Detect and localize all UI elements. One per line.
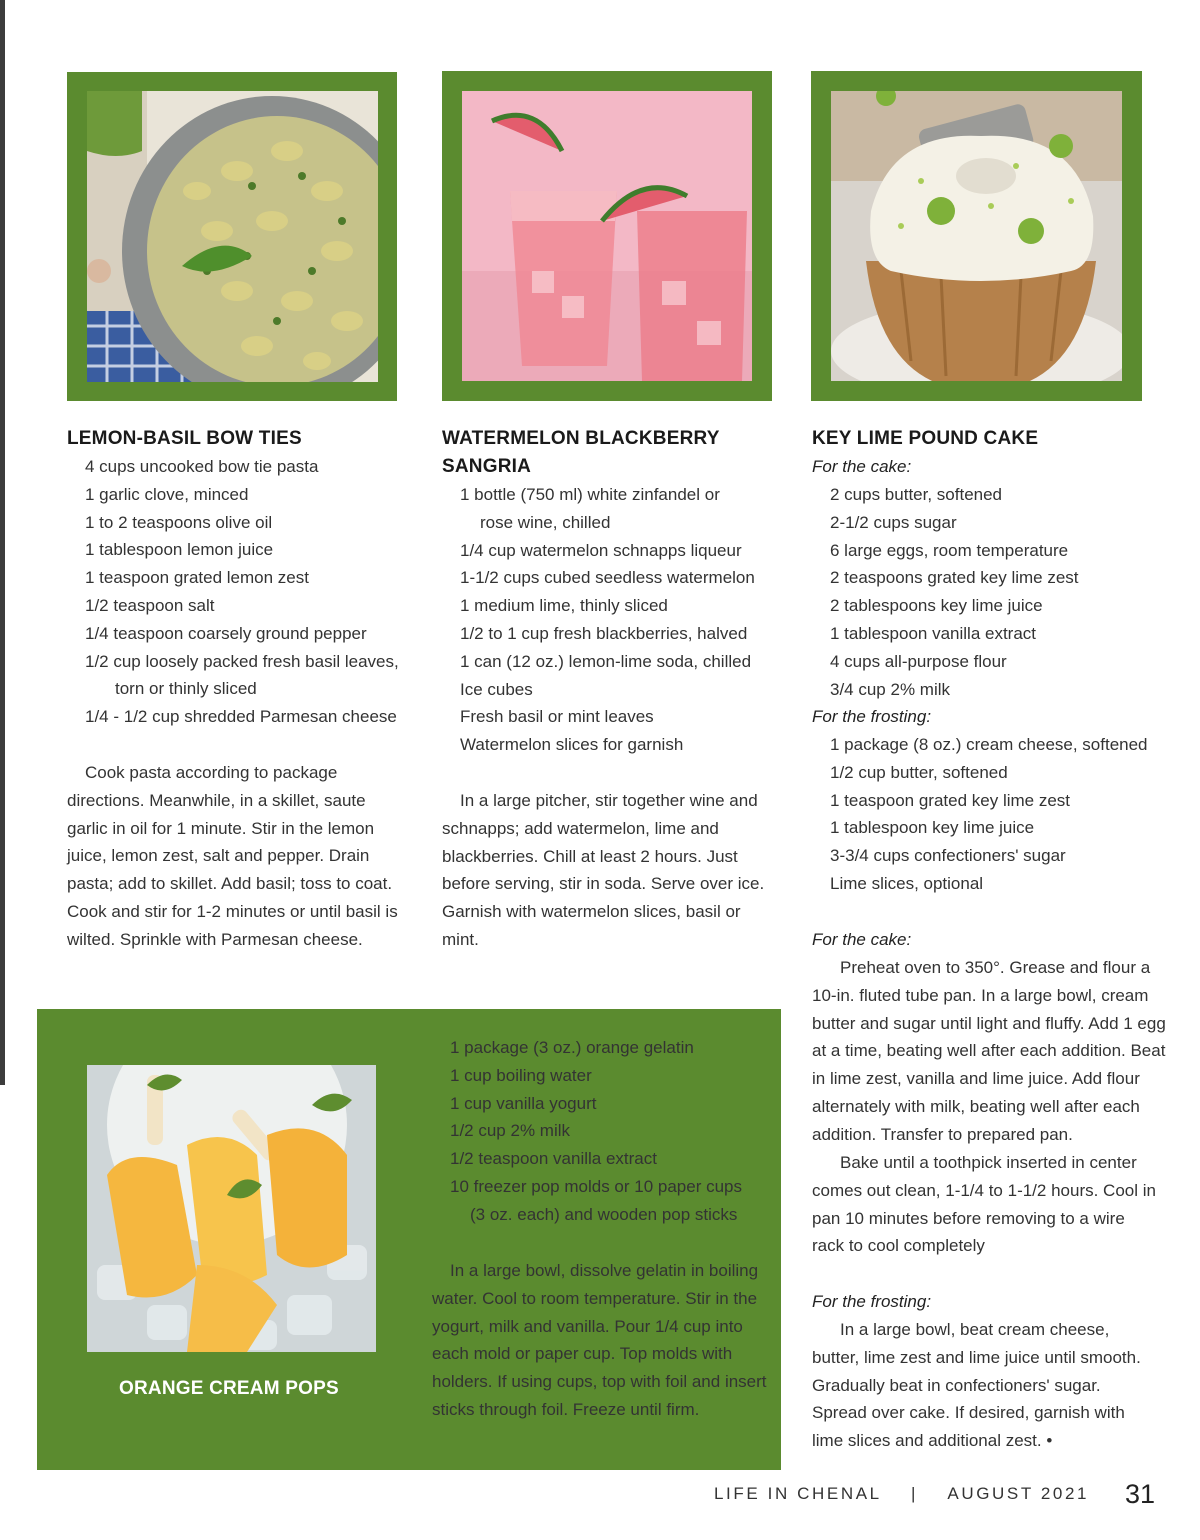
ingredient: 1 teaspoon grated lemon zest <box>85 568 309 588</box>
cake-directions-heading: For the cake: <box>812 930 912 949</box>
lemon-basil-directions: Cook pasta according to package directions. Meanwhile, in a skillet, saute garlic in oil for 1 minute. Stir in the lemon juice, lemon zest, salt and pepper. Drain pasta; add to skillet. Add basil; toss to coat. Cook and stir for 1-2 minutes or until basil is wilted. Sprinkle with Parmesan cheese. <box>67 763 398 949</box>
publication-name: LIFE IN CHENAL <box>714 1484 882 1503</box>
ingredient: Ice cubes <box>460 679 533 699</box>
page-footer <box>714 1484 1089 1510</box>
ingredient: 1 tablespoon key lime juice <box>830 818 1035 838</box>
ingredient: 1-1/2 cups cubed seedless watermelon <box>460 568 755 588</box>
lemon-basil-ingredients <box>85 453 399 731</box>
ingredient: 4 cups all-purpose flour <box>830 651 1007 671</box>
ingredient: 1/2 cup loosely packed fresh basil leaves, <box>85 651 399 671</box>
orange-pops-title: ORANGE CREAM POPS <box>119 1378 339 1399</box>
sangria-photo <box>462 91 752 381</box>
key-lime-title: KEY LIME POUND CAKE <box>812 428 1039 449</box>
ingredient: 1/2 to 1 cup fresh blackberries, halved <box>460 623 748 643</box>
cake-ingredients-heading: For the cake: <box>812 457 912 476</box>
frosting-directions-heading: For the frosting: <box>812 1292 932 1311</box>
ingredient: 1 bottle (750 ml) white zinfandel or <box>460 485 720 504</box>
ingredient: 2 cups butter, softened <box>830 485 1003 504</box>
pasta-photo <box>87 91 378 382</box>
ingredient: 1 cup vanilla yogurt <box>450 1093 597 1113</box>
ingredient: 2-1/2 cups sugar <box>830 512 957 532</box>
ingredient: 1 package (3 oz.) orange gelatin <box>450 1038 694 1057</box>
ingredient: 10 freezer pop molds or 10 paper cups <box>450 1176 743 1196</box>
ingredient: 1 to 2 teaspoons olive oil <box>85 512 273 532</box>
page-number: 31 <box>1125 1479 1156 1509</box>
orange-pops-ingredients <box>450 1034 742 1229</box>
cake-directions-step2: Bake until a toothpick inserted in center comes out clean, 1-1/4 to 1-1/2 hours. Cool in pan 10 minutes before removing to a wire rack to cool completely <box>812 1153 1156 1256</box>
ingredient: 1/4 - 1/2 cup shredded Parmesan cheese <box>85 707 397 727</box>
frosting-directions: In a large bowl, beat cream cheese, butter, lime zest and lime juice until smooth. Gradually beat in confectioners' sugar. Spread over cake. If desired, garnish with lime slices and additional zest. • <box>812 1320 1141 1451</box>
ingredient: Lime slices, optional <box>830 873 984 893</box>
ingredient: 1 tablespoon lemon juice <box>85 540 274 560</box>
ingredient: 1 garlic clove, minced <box>85 484 249 504</box>
ingredient: 1 medium lime, thinly sliced <box>460 596 668 616</box>
ingredient: 1 can (12 oz.) lemon-lime soda, chilled <box>460 651 752 671</box>
ingredient: 1/4 teaspoon coarsely ground pepper <box>85 623 367 643</box>
ingredient: 1/4 cup watermelon schnapps liqueur <box>460 540 742 560</box>
ingredient: 2 teaspoons grated key lime zest <box>830 568 1079 588</box>
footer-separator: | <box>911 1484 919 1503</box>
orange-pops-directions: In a large bowl, dissolve gelatin in boiling water. Cool to room temperature. Stir in the yogurt, milk and vanilla. Pour 1/4 cup into each mold or paper cup. Top molds with holders. If using cups, top with foil and insert sticks through foil. Freeze until firm. <box>432 1261 767 1419</box>
ingredient: Watermelon slices for garnish <box>460 735 684 755</box>
ingredient: 3/4 cup 2% milk <box>830 679 950 699</box>
ingredient-continued: (3 oz. each) and wooden pop sticks <box>470 1204 738 1224</box>
ingredient: 1 package (8 oz.) cream cheese, softened <box>830 735 1148 754</box>
frosting-ingredients-heading: For the frosting: <box>812 707 932 726</box>
ingredient: 1/2 cup butter, softened <box>830 762 1008 782</box>
ingredient: 1 tablespoon vanilla extract <box>830 623 1037 643</box>
ingredient: 2 tablespoons key lime juice <box>830 596 1043 616</box>
ingredient: 1 teaspoon grated key lime zest <box>830 790 1071 810</box>
ingredient: 1/2 teaspoon vanilla extract <box>450 1149 657 1169</box>
ingredient: 3-3/4 cups confectioners' sugar <box>830 846 1066 866</box>
ingredient: 1 cup boiling water <box>450 1065 592 1085</box>
frosting-ingredients <box>830 731 1148 898</box>
sangria-ingredients <box>460 481 755 759</box>
sangria-directions: In a large pitcher, stir together wine and schnapps; add watermelon, lime and blackberries. Chill at least 2 hours. Just before serving, stir in soda. Serve over ice. Garnish with watermelon slices, basil or mint. <box>442 791 765 949</box>
ingredient-continued: torn or thinly sliced <box>115 679 257 699</box>
cake-ingredients <box>830 481 1079 703</box>
orange-pops-photo <box>87 1065 376 1352</box>
ingredient: 1/2 teaspoon salt <box>85 595 215 615</box>
ingredient: 1/2 cup 2% milk <box>450 1121 570 1141</box>
ingredient: 6 large eggs, room temperature <box>830 540 1069 560</box>
lemon-basil-title: LEMON-BASIL BOW TIES <box>67 428 302 449</box>
page-edge-strip <box>0 0 5 1085</box>
ingredient-continued: rose wine, chilled <box>480 512 611 532</box>
ingredient: Fresh basil or mint leaves <box>460 707 654 727</box>
cake-photo <box>831 91 1122 381</box>
sangria-title-line1: WATERMELON BLACKBERRY <box>442 428 720 449</box>
ingredient: 4 cups uncooked bow tie pasta <box>85 457 319 476</box>
issue-date: AUGUST 2021 <box>947 1484 1090 1503</box>
cake-directions-step1: Preheat oven to 350°. Grease and flour a 10-in. fluted tube pan. In a large bowl, cream butter and sugar until light and fluffy. Add 1 egg at a time, beating well after each addition. Beat in lime zest, vanilla and lime juice. Add flour alternately with milk, beating well after each addition. Transfer to prepared pan. <box>812 958 1166 1144</box>
sangria-title-line2: SANGRIA <box>442 456 532 477</box>
